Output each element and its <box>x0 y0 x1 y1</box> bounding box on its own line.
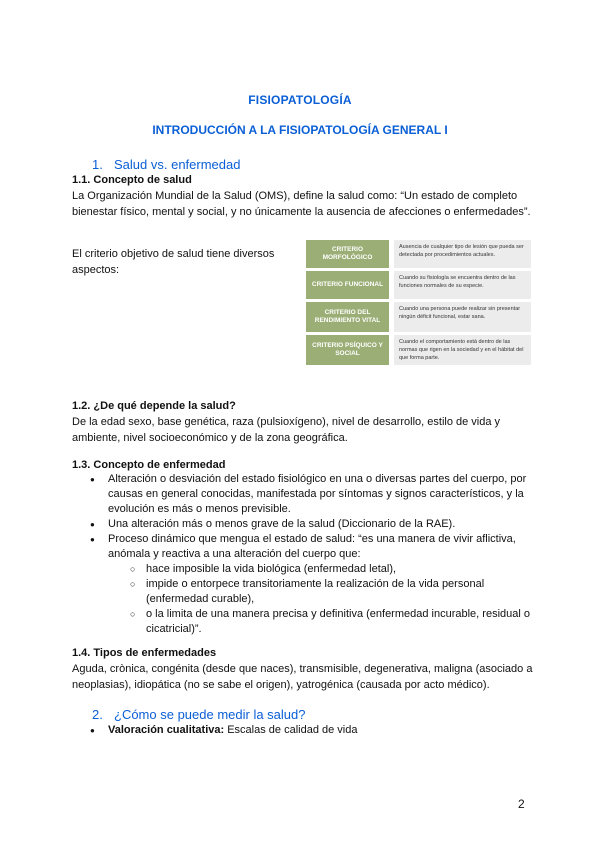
s13-list <box>90 472 530 637</box>
criteria-label: CRITERIO DEL RENDIMIENTO VITAL <box>306 302 389 332</box>
s12-text: De la edad sexo, base genética, raza (pulsioxígeno), nivel de desarrollo, estilo de vida y ambiente, nivel socioeconómico y de la zona geográfica. <box>72 416 501 444</box>
section-2-heading <box>92 707 306 722</box>
section-1-title: Salud vs. enfermedad <box>114 157 241 172</box>
list-item-text: Proceso dinámico que mengua el estado de salud: “es una manera de vivir aflictiva, anómala y reactiva a una alteración del cuerpo que: <box>108 533 516 560</box>
criteria-description: Cuando el comportamiento está dentro de las normas que rigen en la sociedad y en el hábitat del que forma parte. <box>394 335 531 365</box>
criteria-description: Cuando una persona puede realizar sin presentar ningún déficit funcional, estar sana. <box>394 302 531 332</box>
criteria-row <box>306 335 531 365</box>
criteria-intro: El criterio objetivo de salud tiene diversos aspectos: <box>72 248 275 276</box>
criteria-row <box>306 302 531 332</box>
page-number: 2 <box>518 797 525 811</box>
list-item-text: Escalas de calidad de vida <box>224 724 358 736</box>
list-item <box>90 723 530 738</box>
criteria-label: CRITERIO PSÍQUICO Y SOCIAL <box>306 335 389 365</box>
criteria-description: Cuando su fisiología se encuentra dentro de las funciones normales de su especie. <box>394 271 531 299</box>
list-item: ● Una alteración más o menos grave de la salud (Diccionario de la RAE). <box>90 517 530 532</box>
s14-heading: 1.4. Tipos de enfermedades <box>72 647 217 659</box>
document-title: FISIOPATOLOGÍA <box>248 93 352 107</box>
section-2-number: 2. <box>92 707 103 722</box>
s13-heading: 1.3. Concepto de enfermedad <box>72 459 226 471</box>
criteria-row <box>306 271 531 299</box>
section-1-heading <box>92 157 240 172</box>
section-1-number: 1. <box>92 157 103 172</box>
list-item: ● Alteración o desviación del estado fisiológico en una o diversas partes del cuerpo, por causas en general conocidas, manifestada por síntomas y signos característicos, y la evolución es más o menos previsible. <box>90 472 530 517</box>
s14-text: Aguda, crònica, congénita (desde que naces), transmisible, degenerativa, maligna (asociado a neoplasias), idiopática (no se sabe el origen), yatrogénica (causada por acto médico). <box>72 663 533 691</box>
criteria-label: CRITERIO MORFOLÓGICO <box>306 240 389 268</box>
s11-text: La Organización Mundial de la Salud (OMS), define la salud como: “Un estado de completo bienestar físico, mental y social, y no únicamente la ausencia de afecciones o enfermedades”. <box>72 190 531 218</box>
criteria-description: Ausencia de cualquier tipo de lesión que pueda ser detectada por procedimientos actuales. <box>394 240 531 268</box>
document-subtitle: INTRODUCCIÓN A LA FISIOPATOLOGÍA GENERAL I <box>152 123 448 137</box>
sub-list-item: ○ o la limita de una manera precisa y definitiva (enfermedad incurable, residual o cicatricial)”. <box>128 607 530 637</box>
s2-list <box>90 723 530 738</box>
sub-list-item: ○ hace imposible la vida biológica (enfermedad letal), <box>128 562 530 577</box>
criteria-table <box>306 240 531 368</box>
criteria-label: CRITERIO FUNCIONAL <box>306 271 389 299</box>
section-2-title: ¿Cómo se puede medir la salud? <box>114 707 306 722</box>
criteria-row <box>306 240 531 268</box>
s11-heading: 1.1. Concepto de salud <box>72 174 192 186</box>
sub-list-item: ○ impide o entorpece transitoriamente la realización de la vida personal (enfermedad curable), <box>128 577 530 607</box>
s12-heading: 1.2. ¿De qué depende la salud? <box>72 400 236 412</box>
list-item-bold: Valoración cualitativa: <box>108 724 225 736</box>
list-item <box>90 532 530 637</box>
